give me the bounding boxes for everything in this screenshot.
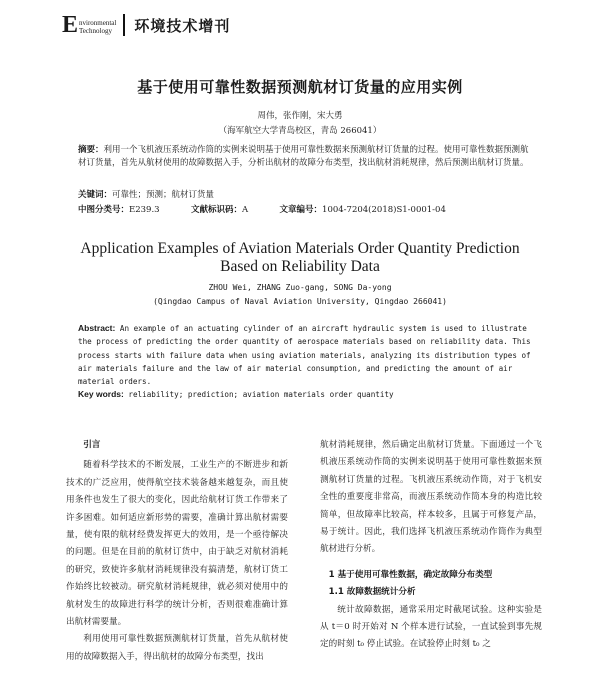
intro-heading: 引言 — [83, 440, 101, 450]
abstract-cn — [78, 144, 536, 169]
article-no-label: 文章编号： — [279, 205, 323, 215]
journal-logo-line2: Technology — [79, 27, 112, 35]
journal-logo-words — [79, 19, 116, 35]
article-no-value: 1004-7204(2018)S1-0001-04 — [322, 205, 446, 215]
header-divider — [123, 14, 125, 36]
body-right-column — [320, 437, 542, 654]
abstract-cn-text: 利用一个飞机液压系统动作筒的实例来说明基于使用可靠性数据来预测航材订货量的过程。使用可靠性数据预测航材订货量，首先从航材使用的故障数据入手，分析出航材的故障分布类型，找出航材消耗规律，然后预测出航材订货量。 — [78, 145, 529, 168]
authors-en: ZHOU Wei, ZHANG Zuo-gang, SONG Da-yong — [208, 283, 392, 292]
keywords-en-text: reliability; prediction; aviation materials order quantity — [128, 390, 394, 399]
doc-code-label: 文献标识码： — [190, 205, 242, 215]
keywords-cn-label: 关键词： — [78, 190, 113, 200]
right-paragraph-2: 统计故障数据，通常采用定时截尾试验。这种实验是从 t＝0 时开始对 N 个样本进行试验，一直试验到事先规定的时刻 t₀ 停止试验。在试验停止时刻 t₀ 之 — [320, 604, 542, 650]
journal-logo-line1: nvironmental — [79, 19, 117, 27]
authors-cn: 周伟，张作刚，宋大勇 — [257, 111, 343, 121]
section-heading-1-1: 1.1 故障数据统计分析 — [328, 587, 416, 598]
abstract-en — [78, 322, 533, 388]
keywords-en-label: Key words: — [78, 389, 124, 399]
affiliation-en: (Qingdao Campus of Naval Aviation University, Qingdao 266041) — [153, 297, 447, 306]
keywords-cn-text: 可靠性；预测；航材订货量 — [112, 190, 215, 200]
journal-logo-letter: E — [62, 12, 79, 38]
keywords-en — [78, 389, 533, 399]
section-heading-1: 1 基于使用可靠性数据，确定故障分布类型 — [328, 569, 493, 580]
left-paragraph-1: 随着科学技术的不断发展，工业生产的不断进步和新技术的广泛应用，使得航空技术装备越来越复杂，而且使用条件也发生了很大的变化，因此给航材订货工作带来了许多困难。如何适应新形势的需要，准确计算出航材需要量，使有限的航材经费发挥更大的效用，是一个亟待解决的问题。但是在目前的航材订货中，由于缺乏对航材消耗的研究，致使许多航材消耗规律没有搞清楚，航材订货工作始终比较被动。研究航材消耗规律，就必须对使用中的航材发生的故障进行科学的统计分析，否则很难准确计算出航材需要量。 — [66, 460, 288, 628]
classification-line — [78, 204, 536, 217]
journal-name: 环境技术增刊 — [134, 16, 231, 35]
title-cn: 基于使用可靠性数据预测航材订货量的应用实例 — [137, 78, 463, 96]
clc-value: E239.3 — [129, 205, 160, 215]
doc-code-value: A — [241, 205, 249, 215]
clc-label: 中图分类号： — [78, 205, 130, 215]
left-paragraph-2: 利用使用可靠性数据预测航材订货量，首先从航材使用的故障数据入手，得出航材的故障分布类型，找出 — [66, 634, 288, 662]
body-left-column — [66, 437, 288, 666]
journal-header — [62, 10, 230, 40]
right-paragraph-1: 航材消耗规律，然后确定出航材订货量。下面通过一个飞机液压系统动作筒的实例来说明基于使用可靠性数据来预测航材订货量的过程。飞机液压系统动作筒，对于飞机安全性的重要度非常高，而液压系统动作筒本身的构造比较简单，但故障率比较高，样本较多，且属于可修复产品，易于统计。因此，我们选择飞机液压系统动作筒作为典型航材进行分析。 — [320, 440, 542, 555]
title-en: Application Examples of Aviation Materials Order Quantity Prediction Based on Reliability Data — [80, 240, 520, 275]
keywords-cn — [78, 189, 536, 202]
abstract-en-label: Abstract: — [78, 323, 116, 333]
abstract-en-text: An example of an actuating cylinder of an aircraft hydraulic system is used to illustrate the process of predicting the order quantity of aerospace materials based on reliability data. This process starts with failure data when using aviation materials, analyzing its distribution types of air materials failure and the law of air material consumption, and predicting the amount of air material orders. — [78, 324, 531, 387]
affiliation-cn: （海军航空大学青岛校区，青岛 266041） — [218, 126, 382, 136]
abstract-cn-label: 摘要： — [78, 145, 104, 155]
